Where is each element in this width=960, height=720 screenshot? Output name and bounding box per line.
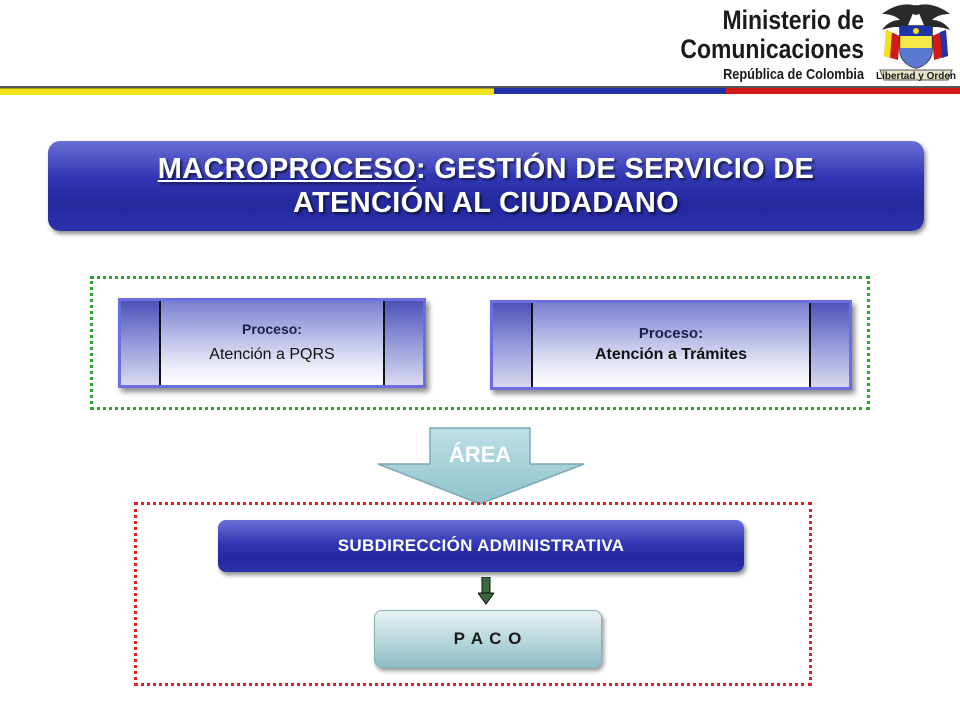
down-arrow-icon — [478, 577, 494, 605]
country-name: República de Colombia — [723, 66, 864, 83]
flag-stripe-red — [726, 88, 960, 94]
ministry-line-1: Ministerio de — [722, 5, 864, 35]
ministry-title — [680, 6, 864, 86]
area-label: ÁREA — [448, 442, 512, 467]
process-label: Proceso: — [638, 325, 704, 342]
flag-stripe-yellow — [0, 88, 494, 95]
crest-motto: Libertad y Orden — [876, 71, 957, 82]
macroprocess-title-banner — [48, 141, 924, 231]
process-label: Proceso: — [242, 321, 302, 337]
process-box-text — [161, 301, 383, 385]
flag-stripe-blue — [494, 88, 726, 94]
process-box-right-bar — [383, 301, 423, 385]
banner-line-1-rest: : GESTIÓN DE SERVICIO DE — [415, 153, 815, 185]
banner-line-1 — [158, 152, 814, 186]
process-box-text — [533, 303, 809, 387]
ministry-line-2: Comunicaciones — [680, 34, 864, 64]
process-name: Atención a PQRS — [209, 346, 335, 363]
process-name: Atención a Trámites — [594, 346, 748, 363]
process-box-tramites — [490, 300, 852, 390]
process-box-left-bar — [493, 303, 533, 387]
process-box-left-bar — [121, 301, 161, 385]
banner-underlined-word: MACROPROCESO — [157, 153, 416, 185]
paco-box: P A C O — [374, 610, 602, 668]
banner-line-2: ATENCIÓN AL CIUDADANO — [293, 187, 679, 219]
process-box-right-bar — [809, 303, 849, 387]
process-box-pqrs — [118, 298, 426, 388]
subdireccion-box: SUBDIRECCIÓN ADMINISTRATIVA — [218, 520, 744, 572]
